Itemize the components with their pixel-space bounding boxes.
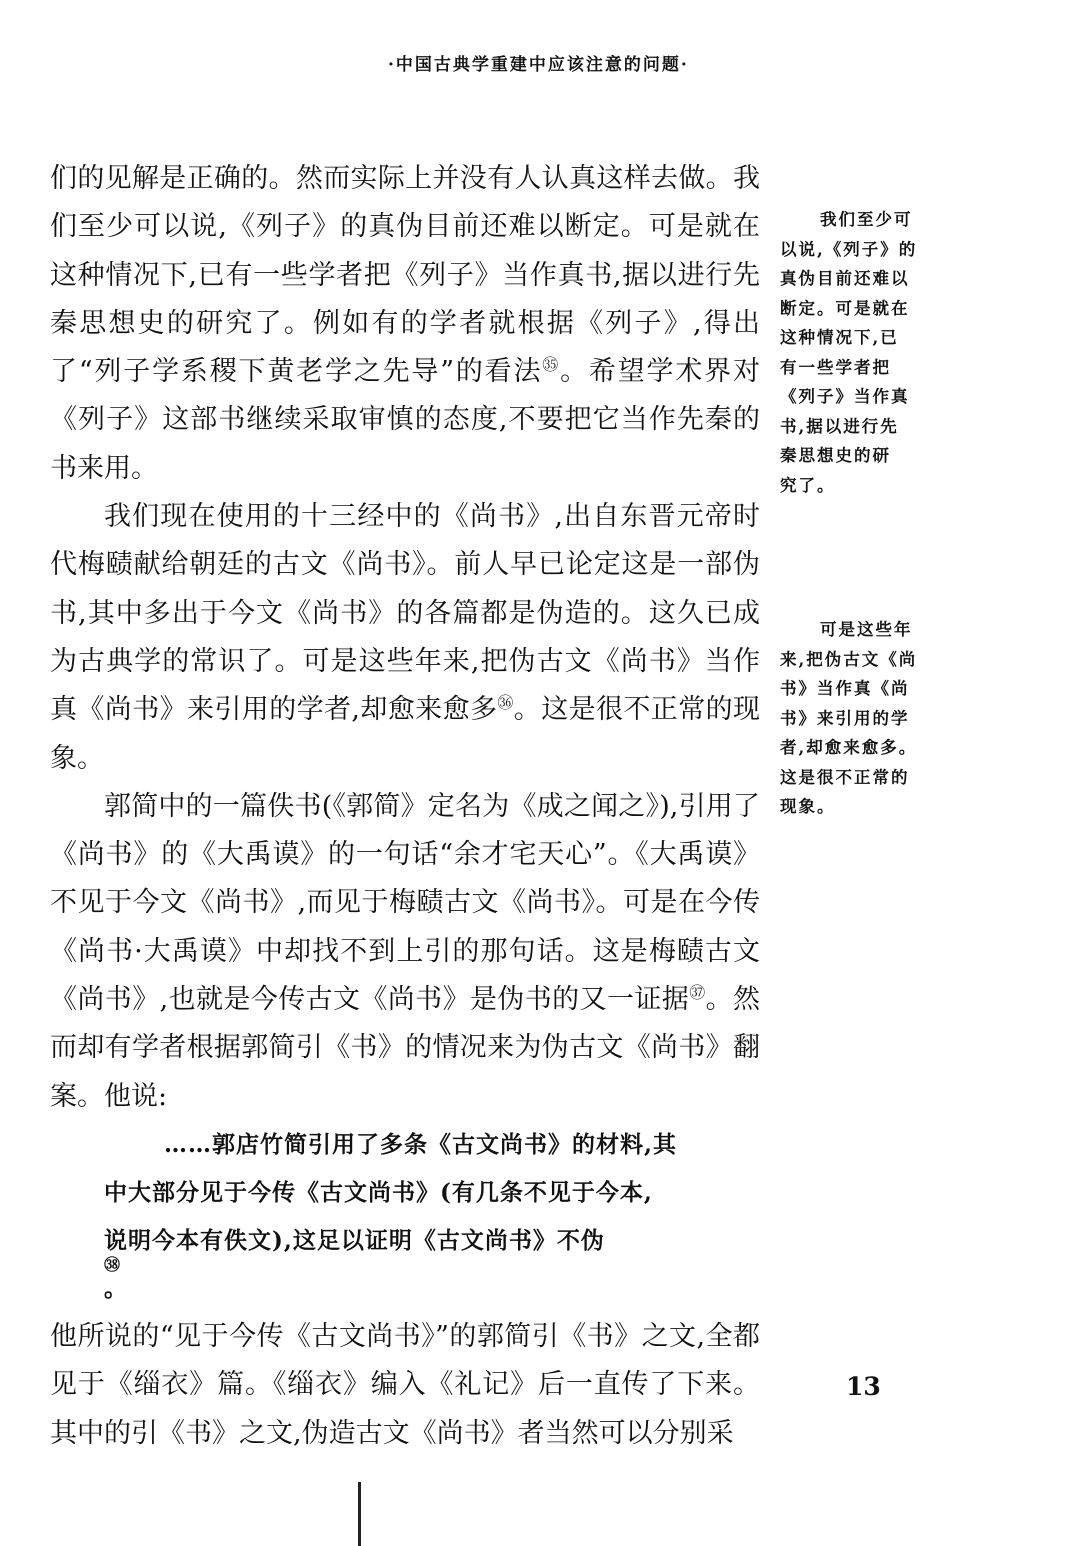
main-text-column <box>50 155 760 1458</box>
paragraph-1-tail: 。希望学术界对《列子》这部书继续采取审慎的态度,不要把它当作先秦的书来用。 <box>50 356 760 484</box>
paragraph-3-text: 郭简中的一篇佚书(《郭简》定名为《成之闻之》),引用了《尚书》的《大禹谟》的一句话“余才宅天心”。《大禹谟》不见于今文《尚书》,而见于梅赜古文《尚书》。可是在今传《尚书·大禹谟》中却找不到上引的那句话。这是梅赜古文《尚书》,也就是今传古文《尚书》是伪书的又一证据 <box>50 790 760 1016</box>
margin-note-2-line: 书》来引用的学 <box>780 708 910 728</box>
scan-artifact-line <box>358 1482 361 1546</box>
margin-note-2 <box>780 615 948 822</box>
footnote-ref-36: ㊱ <box>497 693 514 713</box>
margin-note-2-line: 现象。 <box>780 797 836 816</box>
quote-line-1: ……郭店竹简引用了多条《古文尚书》的材料,其 <box>164 1130 678 1158</box>
page-number: 13 <box>846 1372 881 1401</box>
margin-note-1 <box>780 205 948 500</box>
margin-note-2-line: 可是这些年 <box>820 620 913 639</box>
paragraph-3 <box>50 783 760 1121</box>
quote-line-3-tail: 。 <box>104 1274 128 1302</box>
paragraph-2 <box>50 493 760 783</box>
paragraph-1-text: 们的见解是正确的。然而实际上并没有人认真这样去做。我们至少可以说,《列子》的真伪目前还难以断定。可是就在这种情况下,已有一些学者把《列子》当作真书,据以进行先秦思想史的研究了。例如有的学者就根据《列子》,得出了“列子学系稷下黄老学之先导”的看法 <box>50 163 760 388</box>
paragraph-2-tail: 。这是很不正常的现象。 <box>50 694 760 774</box>
margin-note-2-line: 者,却愈来愈多。 <box>780 738 918 757</box>
margin-note-1-line: 《列子》当作真 <box>780 387 910 406</box>
footnote-ref-37: ㊲ <box>689 983 706 1003</box>
margin-note-1-line: 秦思想史的研 <box>780 446 891 465</box>
paragraph-1 <box>50 155 760 493</box>
block-quote <box>50 1121 760 1313</box>
margin-note-1-line: 究了。 <box>780 475 836 495</box>
quote-line-2: 中大部分见于今传《古文尚书》(有几条不见于今本, <box>104 1178 653 1206</box>
margin-note-2-line: 这是很不正常的 <box>780 767 910 787</box>
margin-note-1-line: 以说,《列子》的 <box>780 239 918 259</box>
margin-note-2-line: 来,把伪古文《尚 <box>780 649 918 669</box>
margin-note-2-line: 书》当作真《尚 <box>780 679 910 698</box>
quote-line-3-text: 说明今本有佚文),这足以证明《古文尚书》不伪 <box>104 1226 605 1254</box>
margin-note-1-line: 这种情况下,已 <box>780 328 899 347</box>
footnote-ref-35: ㉟ <box>542 355 561 375</box>
margin-note-1-line: 断定。可是就在 <box>780 298 910 318</box>
paragraph-2-text: 我们现在使用的十三经中的《尚书》,出自东晋元帝时代梅赜献给朝廷的古文《尚书》。前人早已论定这是一部伪书,其中多出于今文《尚书》的各篇都是伪造的。这久已成为古典学的常识了。可是这些年来,把伪古文《尚书》当作真《尚书》来引用的学者,却愈来愈多 <box>50 501 760 726</box>
margin-note-1-line: 我们至少可 <box>820 210 913 229</box>
quote-line-3: 说明今本有佚文),这足以证明《古文尚书》不伪 ㊳ 。 <box>104 1217 754 1313</box>
paragraph-4: 他所说的“见于今传《古文尚书》”的郭简引《书》之文,全都见于《缁衣》篇。《缁衣》编入《礼记》后一直传了下来。其中的引《书》之文,伪造古文《尚书》者当然可以分别采 <box>50 1320 760 1449</box>
running-header: ·中国古典学重建中应该注意的问题· <box>388 55 689 75</box>
margin-note-1-line: 书,据以进行先 <box>780 416 899 436</box>
paragraph-3-tail: 。然而却有学者根据郭简引《书》的情况来为伪古文《尚书》翻案。他说: <box>50 984 760 1112</box>
margin-note-1-line: 真伪目前还难以 <box>780 269 910 288</box>
margin-note-1-line: 有一些学者把 <box>780 357 891 377</box>
